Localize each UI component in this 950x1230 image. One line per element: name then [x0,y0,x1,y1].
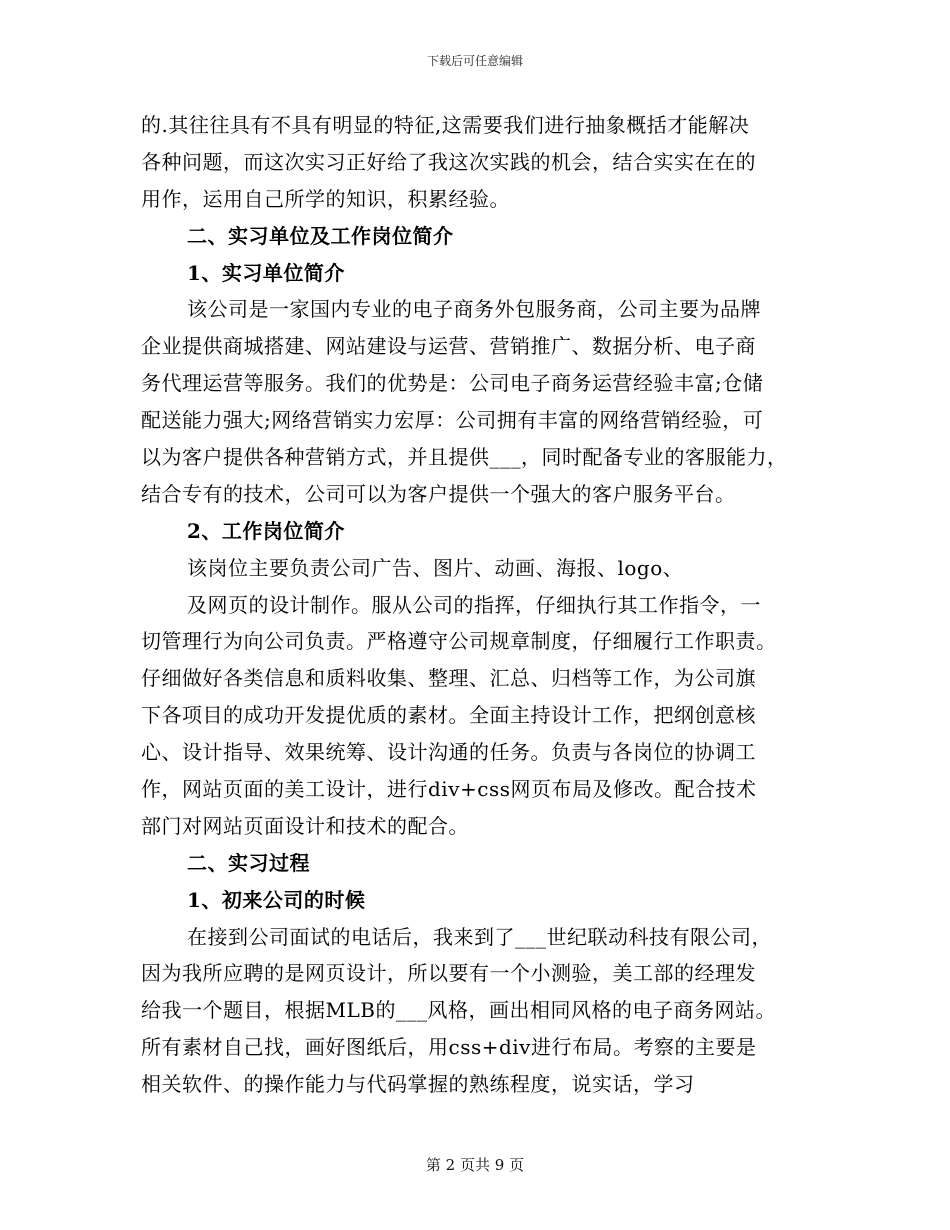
body-line: 以为客户提供各种营销方式，并且提供___，同时配备专业的客服能力， [141,445,788,470]
body-line: 部门对网站页面设计和技术的配合。 [141,813,469,838]
subsection-heading: 1、初来公司的时候 [187,887,366,912]
page-header: 下载后可任意编辑 [426,54,523,68]
body-line: 该岗位主要负责公司广告、图片、动画、海报、logo、 [187,555,684,580]
body-line: 作，网站页面的美工设计，进行div+css网页布局及修改。配合技术 [141,777,757,802]
body-line: 及网页的设计制作。服从公司的指挥，仔细执行其工作指令，一 [187,592,761,617]
body-line: 仔细做好各类信息和质料收集、整理、汇总、归档等工作，为公司旗 [141,666,756,691]
body-line: 心、设计指导、效果统筹、设计沟通的任务。负责与各岗位的协调工 [141,740,756,765]
document-body [141,107,821,1103]
body-line: 配送能力强大;网络营销实力宏厚：公司拥有丰富的网络营销经验，可 [141,408,764,433]
body-line: 企业提供商城搭建、网站建设与运营、营销推广、数据分析、电子商 [141,334,756,359]
body-line: 所有素材自己找，画好图纸后，用css+div进行布局。考察的主要是 [141,1035,757,1060]
body-line: 给我一个题目，根据MLB的___风格，画出相同风格的电子商务网站。 [141,998,776,1023]
body-line: 在接到公司面试的电话后，我来到了___世纪联动科技有限公司， [187,924,772,949]
body-line: 相关软件、的操作能力与代码掌握的熟练程度，说实话，学习 [141,1072,695,1097]
body-line: 切管理行为向公司负责。严格遵守公司规章制度，仔细履行工作职责。 [141,629,777,654]
section-heading: 二、实习单位及工作岗位简介 [187,223,454,248]
body-line: 务代理运营等服务。我们的优势是：公司电子商务运营经验丰富;仓储 [141,371,764,396]
subsection-heading: 2、工作岗位简介 [187,518,345,543]
body-line: 用作，运用自己所学的知识，积累经验。 [141,186,510,211]
section-heading: 二、实习过程 [187,850,310,875]
subsection-heading: 1、实习单位简介 [187,260,345,285]
body-line: 结合专有的技术，公司可以为客户提供一个强大的客户服务平台。 [141,481,736,506]
body-line: 的.其往往具有不具有明显的特征,这需要我们进行抽象概括才能解决 [141,113,750,137]
body-line: 因为我所应聘的是网页设计，所以要有一个小测验，美工部的经理发 [141,961,756,986]
page-footer: 第 2 页共 9 页 [425,1156,525,1174]
body-line: 该公司是一家国内专业的电子商务外包服务商，公司主要为品牌 [187,297,761,322]
body-line: 各种问题，而这次实习正好给了我这次实践的机会，结合实实在在的 [141,149,756,174]
body-line: 下各项目的成功开发提优质的素材。全面主持设计工作，把纲创意核 [141,703,756,728]
